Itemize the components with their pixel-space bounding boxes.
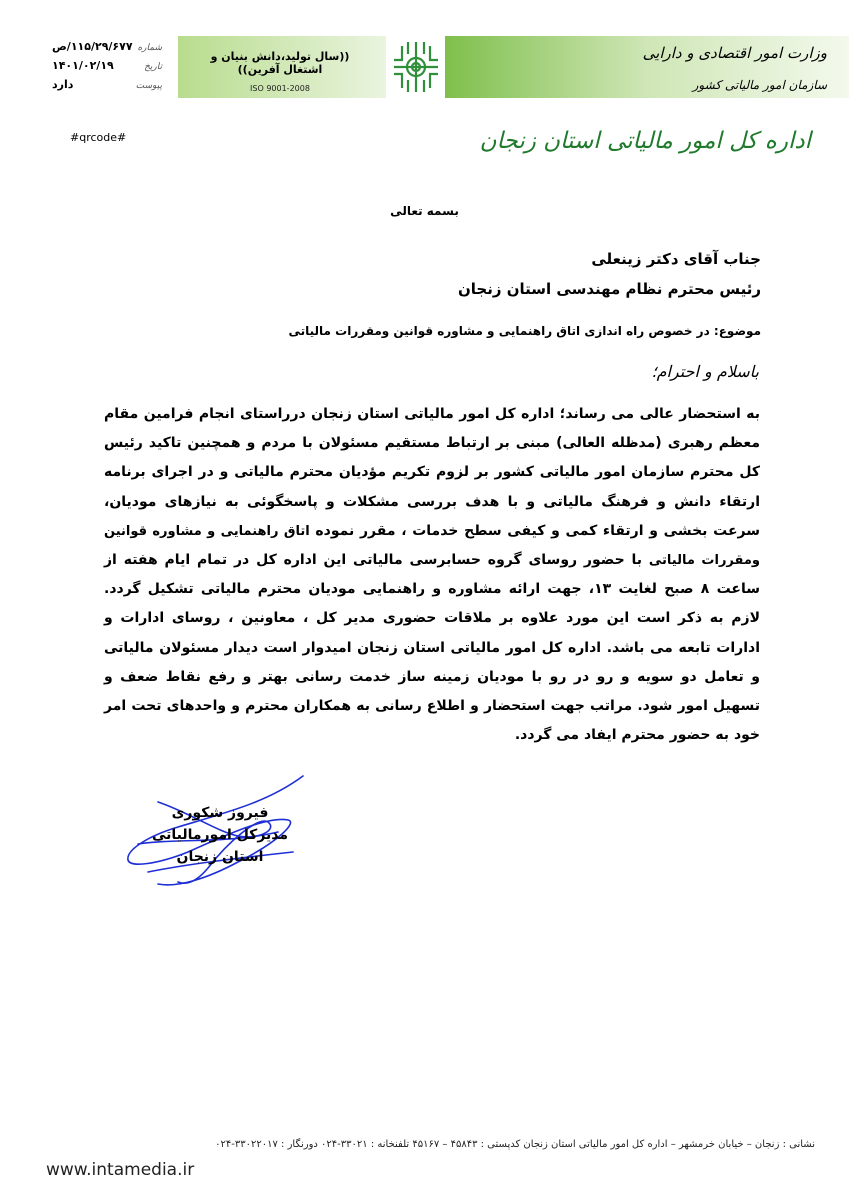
tax-organization-emblem-icon bbox=[388, 36, 444, 98]
letter-body-highlight: اتاق راهنمایی و مشاوره قوانین ومقررات مالیاتی bbox=[104, 523, 761, 569]
signature-block bbox=[150, 802, 290, 868]
letter-attachment-value: دارد bbox=[52, 78, 74, 91]
recipient-name: جناب آقای دکتر زینعلی bbox=[591, 250, 761, 268]
letter-date-value: ۱۴۰۱/۰۲/۱۹ bbox=[52, 59, 114, 72]
year-slogan: ((سال تولید،دانش بنیان و اشتغال آفرین)) bbox=[210, 50, 350, 76]
letter-number-value: ۱۱۵/۲۹/۶۷۷/ص bbox=[52, 40, 133, 53]
letter-number-row bbox=[52, 40, 162, 59]
letter-date-label: تاریخ bbox=[144, 62, 162, 72]
letterhead bbox=[0, 0, 849, 110]
qrcode-placeholder: #qrcode# bbox=[70, 131, 127, 144]
recipient-block bbox=[458, 244, 761, 304]
signatory-region: استان زنجان bbox=[176, 849, 264, 865]
iso-certification: ISO 9001-2008 bbox=[250, 84, 310, 93]
letter-attachment-label: پیوست bbox=[135, 81, 162, 91]
footer-website: www.intamedia.ir bbox=[46, 1160, 195, 1180]
letter-body-part1: به استحضار عالی می رساند؛ اداره کل امور مالیاتی استان زنجان درراستای انجام فرامین مقام معظم رهبری (مدظله العالی) مبنی بر ارتباط مستقیم مسئولان با مردم و همچنین تاکید رئیس کل محترم سازمان امور مالیاتی کشور بر لزوم تکریم مؤدیان محترم مالیاتی و در اجرای برنامه ارتقاء دانش و فرهنگ مالیاتی و با هدف بررسی مشکلات و پاسخگوئی به نیازهای مودیان، سرعت بخشی و ارتقاء کمی و کیفی سطح خدمات ، مقرر نموده bbox=[104, 406, 760, 539]
greeting: باسلام و احترام؛ bbox=[651, 362, 759, 381]
letter-attachment-row bbox=[52, 78, 162, 97]
letter-number-label: شماره bbox=[137, 43, 162, 53]
letter-date-row bbox=[52, 59, 162, 78]
letter-meta bbox=[52, 40, 162, 97]
letter-body bbox=[104, 400, 760, 750]
footer-address: نشانی : زنجان – خیابان خرمشهر – اداره کل امور مالیاتی استان زنجان کدپستی : ۴۵۸۴۳ – ۴۵۱۶۷ تلفنخانه : ۳۳۰۲۱-۰۲۴ دورنگار : ۳۳۰۲۲۰۱۷-۰۲۴ bbox=[215, 1139, 815, 1150]
bureau-name: اداره کل امور مالیاتی استان زنجان bbox=[479, 128, 811, 154]
basmala: بسمه تعالی bbox=[390, 204, 459, 218]
letter-subject: موضوع: در خصوص راه اندازی اتاق راهنمایی و مشاوره قوانین ومقررات مالیاتی bbox=[288, 324, 761, 338]
letter-body-part2: با حضور روسای گروه حسابرسی مالیاتی این اداره کل در تمام ایام هفته از ساعت ۸ صبح لغایت ۱۳، جهت ارائه مشاوره و راهنمایی مودیان محترم مالیاتی تشکیل گردد. لازم به ذکر است این مورد علاوه بر ملاقات حضوری مدیر کل ، معاونین ، روسای ادارات و ادارات تابعه می باشد. اداره کل امور مالیاتی استان زنجان امیدوار است دیدار مسئولان مالیاتی و تعامل دو سویه و رو در رو با مودیان زمینه ساز خدمت رسانی بهتر و رفع نقاط ضعف و تسهیل امور شود. مراتب جهت استحضار و اطلاع رسانی به همکاران محترم و واحدهای تحت امر خود به حضور محترم ایفاد می گردد. bbox=[104, 552, 760, 744]
recipient-title: رئیس محترم نظام مهندسی استان زنجان bbox=[458, 280, 761, 298]
organization-name: سازمان امور مالیاتی کشور bbox=[692, 78, 827, 92]
signatory-title: مدیرکل امورمالیاتی bbox=[151, 827, 289, 843]
signatory-name: فیروز شکوری bbox=[171, 805, 269, 821]
ministry-name: وزارت امور اقتصادی و دارایی bbox=[642, 44, 827, 62]
